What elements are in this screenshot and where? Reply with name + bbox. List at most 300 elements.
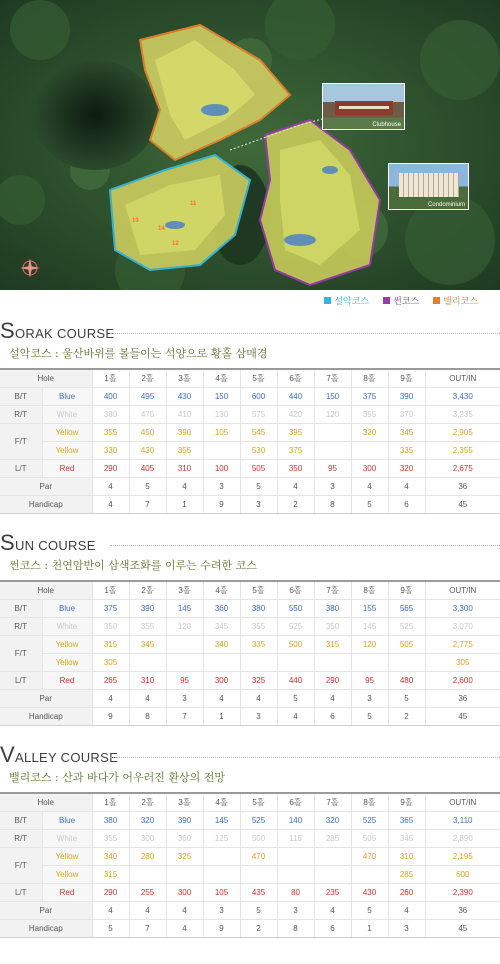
header-cell: 4홀: [203, 581, 240, 599]
yardage-cell: 345: [129, 635, 166, 653]
tee-color-label: White: [42, 617, 92, 635]
yardage-cell: [314, 423, 351, 441]
yardage-cell: 320: [314, 811, 351, 829]
header-cell: OUT/IN: [425, 793, 500, 811]
yardage-cell: 360: [166, 829, 203, 847]
header-cell: OUT/IN: [425, 369, 500, 387]
yardage-cell: 430: [351, 883, 388, 901]
tee-group-label: B/T: [0, 811, 42, 829]
handicap-cell: 8: [314, 495, 351, 513]
yardage-cell: 145: [203, 811, 240, 829]
yardage-cell: 310: [129, 671, 166, 689]
handicap-row: [0, 919, 500, 937]
tee-color-label: Yellow: [42, 423, 92, 441]
course-title-row: [0, 532, 500, 554]
tee-color-label: White: [42, 829, 92, 847]
yardage-cell: 285: [388, 865, 425, 883]
yardage-cell: 320: [388, 459, 425, 477]
yardage-cell: 525: [388, 617, 425, 635]
tee-row: [0, 617, 500, 635]
par-cell: 4: [314, 901, 351, 919]
yardage-cell: [314, 653, 351, 671]
yardage-cell: 300: [166, 883, 203, 901]
par-cell: 36: [425, 901, 500, 919]
handicap-cell: 9: [203, 495, 240, 513]
par-cell: 3: [277, 901, 314, 919]
legend-item-valley: [433, 294, 478, 307]
header-cell: 8홀: [351, 581, 388, 599]
legend-item-sorak: [324, 294, 369, 307]
tee-row: [0, 635, 500, 653]
yardage-cell: [166, 653, 203, 671]
handicap-cell: 6: [314, 919, 351, 937]
handicap-cell: 9: [203, 919, 240, 937]
handicap-cell: 6: [388, 495, 425, 513]
yardage-cell: 145: [166, 599, 203, 617]
yardage-cell: 120: [166, 617, 203, 635]
handicap-cell: 3: [388, 919, 425, 937]
par-cell: 3: [203, 477, 240, 495]
header-cell: 9홀: [388, 369, 425, 387]
handicap-cell: 1: [166, 495, 203, 513]
yardage-cell: 365: [388, 811, 425, 829]
yardage-cell: 305: [425, 653, 500, 671]
handicap-cell: 1: [351, 919, 388, 937]
yardage-cell: 405: [129, 459, 166, 477]
yardage-cell: [240, 653, 277, 671]
yardage-cell: 355: [129, 617, 166, 635]
par-cell: 4: [240, 689, 277, 707]
hole-number-label: 13: [132, 218, 139, 224]
yardage-cell: 255: [129, 883, 166, 901]
yardage-cell: 335: [240, 635, 277, 653]
header-cell: 1홀: [92, 581, 129, 599]
handicap-cell: 3: [240, 495, 277, 513]
par-label: Par: [0, 901, 92, 919]
yardage-cell: 2,355: [425, 441, 500, 459]
yardage-cell: 355: [240, 617, 277, 635]
par-row: [0, 477, 500, 495]
handicap-cell: 4: [166, 919, 203, 937]
yardage-cell: 105: [203, 423, 240, 441]
yardage-cell: [203, 441, 240, 459]
yardage-cell: 80: [277, 883, 314, 901]
yardage-cell: 480: [388, 671, 425, 689]
scorecard-table: [0, 368, 500, 514]
handicap-label: Handicap: [0, 495, 92, 513]
handicap-cell: 8: [277, 919, 314, 937]
legend-swatch: [383, 297, 390, 304]
yardage-cell: 355: [92, 423, 129, 441]
yardage-cell: 95: [351, 671, 388, 689]
tee-group-label: L/T: [0, 883, 42, 901]
course-title-row: [0, 744, 500, 766]
valley-course-section: [0, 742, 500, 933]
par-cell: 3: [166, 689, 203, 707]
tee-group-label: R/T: [0, 405, 42, 423]
yardage-cell: 410: [166, 405, 203, 423]
par-cell: 4: [166, 477, 203, 495]
yardage-cell: [240, 865, 277, 883]
title-divider: [110, 757, 500, 758]
course-title-rest: ALLEY COURSE: [14, 750, 119, 765]
yardage-cell: 315: [314, 635, 351, 653]
course-title-row: [0, 320, 500, 342]
yardage-cell: 495: [129, 387, 166, 405]
tee-row: [0, 653, 500, 671]
yardage-cell: 120: [351, 635, 388, 653]
yardage-cell: [351, 441, 388, 459]
header-cell: 2홀: [129, 581, 166, 599]
scorecard-header-row: [0, 369, 500, 387]
yardage-cell: 3,300: [425, 599, 500, 617]
handicap-cell: 7: [129, 495, 166, 513]
yardage-cell: 2,890: [425, 829, 500, 847]
handicap-cell: 3: [240, 707, 277, 725]
legend-swatch: [433, 297, 440, 304]
header-hole: Hole: [0, 369, 92, 387]
header-cell: 7홀: [314, 369, 351, 387]
yardage-cell: 345: [203, 617, 240, 635]
par-cell: 4: [92, 477, 129, 495]
legend-label: 설악코스: [334, 296, 370, 307]
handicap-cell: 45: [425, 919, 500, 937]
course-subtitle: 썬코스 : 천연암반이 삼색조화를 이루는 수려한 코스: [9, 559, 257, 572]
yardage-cell: 380: [92, 811, 129, 829]
yardage-cell: 340: [92, 847, 129, 865]
yardage-cell: 505: [351, 829, 388, 847]
yardage-cell: 280: [129, 847, 166, 865]
yardage-cell: 320: [129, 811, 166, 829]
yardage-cell: 150: [314, 387, 351, 405]
yardage-cell: 290: [92, 883, 129, 901]
yardage-cell: 3,070: [425, 617, 500, 635]
title-divider: [110, 333, 500, 334]
yardage-cell: 265: [92, 671, 129, 689]
yardage-cell: 420: [277, 405, 314, 423]
yardage-cell: 300: [129, 829, 166, 847]
yardage-cell: 350: [92, 617, 129, 635]
yardage-cell: 300: [351, 459, 388, 477]
yardage-cell: 435: [240, 883, 277, 901]
yardage-cell: 3,430: [425, 387, 500, 405]
tee-color-label: Red: [42, 883, 92, 901]
header-cell: 6홀: [277, 793, 314, 811]
header-hole: Hole: [0, 581, 92, 599]
yardage-cell: [351, 653, 388, 671]
yardage-cell: 355: [166, 441, 203, 459]
tee-row: [0, 459, 500, 477]
handicap-cell: 8: [129, 707, 166, 725]
handicap-cell: 5: [92, 919, 129, 937]
yardage-cell: 125: [203, 829, 240, 847]
yardage-cell: 545: [240, 423, 277, 441]
par-cell: 4: [92, 689, 129, 707]
par-cell: 3: [203, 901, 240, 919]
tee-group-label: R/T: [0, 617, 42, 635]
yardage-cell: 2,600: [425, 671, 500, 689]
yardage-cell: 395: [277, 423, 314, 441]
par-cell: 5: [277, 689, 314, 707]
scorecard-header-row: [0, 793, 500, 811]
par-row: [0, 901, 500, 919]
par-cell: 4: [388, 901, 425, 919]
tee-color-label: Red: [42, 459, 92, 477]
par-cell: 5: [240, 477, 277, 495]
header-cell: 7홀: [314, 581, 351, 599]
yardage-cell: 430: [129, 441, 166, 459]
yardage-cell: 290: [92, 459, 129, 477]
handicap-cell: 7: [166, 707, 203, 725]
tee-color-label: Yellow: [42, 635, 92, 653]
clubhouse-photo: [322, 83, 405, 130]
par-cell: 4: [203, 689, 240, 707]
yardage-cell: 470: [240, 847, 277, 865]
header-cell: 2홀: [129, 369, 166, 387]
yardage-cell: 315: [92, 865, 129, 883]
yardage-cell: 565: [388, 599, 425, 617]
yardage-cell: 310: [166, 459, 203, 477]
par-cell: 4: [277, 477, 314, 495]
yardage-cell: 345: [388, 423, 425, 441]
handicap-row: [0, 495, 500, 513]
handicap-cell: 1: [203, 707, 240, 725]
header-cell: 3홀: [166, 369, 203, 387]
scorecard-table: [0, 580, 500, 726]
course-subtitle: 밸리코스 : 산과 바다가 어우러진 환상의 전망: [9, 771, 225, 784]
tee-group-label: L/T: [0, 671, 42, 689]
legend-swatch: [324, 297, 331, 304]
par-cell: 4: [129, 689, 166, 707]
par-cell: 3: [314, 477, 351, 495]
tee-group-label: F/T: [0, 635, 42, 671]
handicap-cell: 5: [351, 495, 388, 513]
yardage-cell: 375: [92, 599, 129, 617]
clubhouse-label: Clubhouse: [372, 122, 401, 128]
hole-number-label: 12: [172, 241, 179, 247]
yardage-cell: 350: [314, 617, 351, 635]
yardage-cell: 450: [129, 423, 166, 441]
yardage-cell: 530: [240, 441, 277, 459]
condominium-photo: [388, 163, 469, 210]
yardage-cell: 335: [388, 441, 425, 459]
yardage-cell: 325: [240, 671, 277, 689]
tee-row: [0, 865, 500, 883]
yardage-cell: 105: [203, 883, 240, 901]
yardage-cell: 475: [129, 405, 166, 423]
yardage-cell: [277, 847, 314, 865]
header-cell: 1홀: [92, 369, 129, 387]
tee-color-label: White: [42, 405, 92, 423]
yardage-cell: 95: [166, 671, 203, 689]
yardage-cell: 325: [166, 847, 203, 865]
header-cell: 9홀: [388, 793, 425, 811]
tee-color-label: Yellow: [42, 653, 92, 671]
par-cell: 36: [425, 477, 500, 495]
title-divider: [110, 545, 500, 546]
header-cell: 3홀: [166, 581, 203, 599]
yardage-cell: 525: [277, 617, 314, 635]
yardage-cell: [203, 865, 240, 883]
par-cell: 4: [129, 901, 166, 919]
header-cell: 7홀: [314, 793, 351, 811]
yardage-cell: 155: [351, 599, 388, 617]
tee-row: [0, 441, 500, 459]
tee-row: [0, 883, 500, 901]
tee-group-label: R/T: [0, 829, 42, 847]
yardage-cell: 330: [92, 441, 129, 459]
tee-group-label: F/T: [0, 847, 42, 883]
par-cell: 4: [351, 477, 388, 495]
handicap-cell: 4: [277, 707, 314, 725]
yardage-cell: 320: [351, 423, 388, 441]
tee-group-label: B/T: [0, 599, 42, 617]
tee-group-label: F/T: [0, 423, 42, 459]
header-cell: 9홀: [388, 581, 425, 599]
yardage-cell: 260: [388, 883, 425, 901]
handicap-cell: 7: [129, 919, 166, 937]
yardage-cell: 440: [277, 671, 314, 689]
par-cell: 5: [351, 901, 388, 919]
yardage-cell: [314, 847, 351, 865]
yardage-cell: 2,905: [425, 423, 500, 441]
yardage-cell: [277, 653, 314, 671]
handicap-row: [0, 707, 500, 725]
handicap-cell: 45: [425, 707, 500, 725]
yardage-cell: 355: [92, 829, 129, 847]
header-cell: 6홀: [277, 369, 314, 387]
yardage-cell: 430: [166, 387, 203, 405]
yardage-cell: 500: [277, 635, 314, 653]
yardage-cell: [129, 653, 166, 671]
header-cell: 5홀: [240, 581, 277, 599]
yardage-cell: 2,390: [425, 883, 500, 901]
yardage-cell: 120: [314, 405, 351, 423]
yardage-cell: 380: [240, 599, 277, 617]
tee-color-label: Blue: [42, 599, 92, 617]
handicap-cell: 9: [92, 707, 129, 725]
yardage-cell: 600: [240, 387, 277, 405]
course-title-rest: ORAK COURSE: [14, 326, 115, 341]
course-subtitle: 설악코스 : 울산바위를 볼들이는 석양으로 황홀 삼매경: [9, 347, 268, 360]
header-cell: 4홀: [203, 793, 240, 811]
yardage-cell: 145: [351, 617, 388, 635]
par-label: Par: [0, 477, 92, 495]
yardage-cell: 115: [277, 829, 314, 847]
yardage-cell: 575: [240, 405, 277, 423]
hole-number-label: 14: [158, 226, 165, 232]
sorak-course-section: [0, 318, 500, 509]
legend-label: 밸리코스: [443, 296, 478, 307]
par-row: [0, 689, 500, 707]
scorecard-header-row: [0, 581, 500, 599]
course-title: [0, 532, 96, 554]
yardage-cell: 140: [277, 811, 314, 829]
course-title-initial: S: [0, 530, 15, 555]
yardage-cell: 390: [129, 599, 166, 617]
course-title: [0, 744, 118, 766]
yardage-cell: [129, 865, 166, 883]
handicap-cell: 6: [314, 707, 351, 725]
yardage-cell: [166, 865, 203, 883]
tee-row: [0, 829, 500, 847]
par-cell: 4: [92, 901, 129, 919]
yardage-cell: 305: [92, 653, 129, 671]
legend-label: 썬코스: [393, 296, 420, 307]
header-cell: 8홀: [351, 369, 388, 387]
header-cell: 6홀: [277, 581, 314, 599]
course-legend: [324, 293, 478, 307]
handicap-cell: 2: [388, 707, 425, 725]
yardage-cell: 3,110: [425, 811, 500, 829]
yardage-cell: 380: [92, 405, 129, 423]
yardage-cell: 3,235: [425, 405, 500, 423]
yardage-cell: 400: [92, 387, 129, 405]
yardage-cell: 315: [92, 635, 129, 653]
yardage-cell: 390: [166, 811, 203, 829]
course-title-initial: S: [0, 318, 15, 343]
par-cell: 3: [351, 689, 388, 707]
tee-color-label: Yellow: [42, 847, 92, 865]
yardage-cell: 390: [166, 423, 203, 441]
handicap-cell: 2: [240, 919, 277, 937]
yardage-cell: 375: [351, 387, 388, 405]
par-label: Par: [0, 689, 92, 707]
yardage-cell: [351, 865, 388, 883]
yardage-cell: 2,775: [425, 635, 500, 653]
yardage-cell: 380: [314, 599, 351, 617]
header-cell: OUT/IN: [425, 581, 500, 599]
yardage-cell: 300: [203, 671, 240, 689]
par-cell: 4: [166, 901, 203, 919]
course-map-illustration: [0, 0, 500, 290]
yardage-cell: 2,195: [425, 847, 500, 865]
course-title-rest: UN COURSE: [14, 538, 96, 553]
scorecard-table: [0, 792, 500, 938]
par-cell: 5: [129, 477, 166, 495]
yardage-cell: 505: [388, 635, 425, 653]
yardage-cell: 340: [203, 635, 240, 653]
yardage-cell: [166, 635, 203, 653]
tee-row: [0, 811, 500, 829]
par-cell: 5: [388, 689, 425, 707]
handicap-label: Handicap: [0, 919, 92, 937]
tee-color-label: Red: [42, 671, 92, 689]
tee-row: [0, 671, 500, 689]
yardage-cell: 150: [203, 387, 240, 405]
yardage-cell: [203, 653, 240, 671]
yardage-cell: 345: [388, 829, 425, 847]
tee-color-label: Yellow: [42, 865, 92, 883]
par-cell: 36: [425, 689, 500, 707]
yardage-cell: 600: [425, 865, 500, 883]
handicap-cell: 5: [351, 707, 388, 725]
tee-row: [0, 423, 500, 441]
yardage-cell: 390: [388, 387, 425, 405]
tee-group-label: B/T: [0, 387, 42, 405]
yardage-cell: 525: [351, 811, 388, 829]
yardage-cell: 470: [351, 847, 388, 865]
header-hole: Hole: [0, 793, 92, 811]
course-title: [0, 320, 114, 342]
yardage-cell: 290: [314, 671, 351, 689]
tee-row: [0, 387, 500, 405]
handicap-cell: 45: [425, 495, 500, 513]
header-cell: 8홀: [351, 793, 388, 811]
yardage-cell: 440: [277, 387, 314, 405]
yardage-cell: 350: [277, 459, 314, 477]
yardage-cell: 505: [240, 459, 277, 477]
